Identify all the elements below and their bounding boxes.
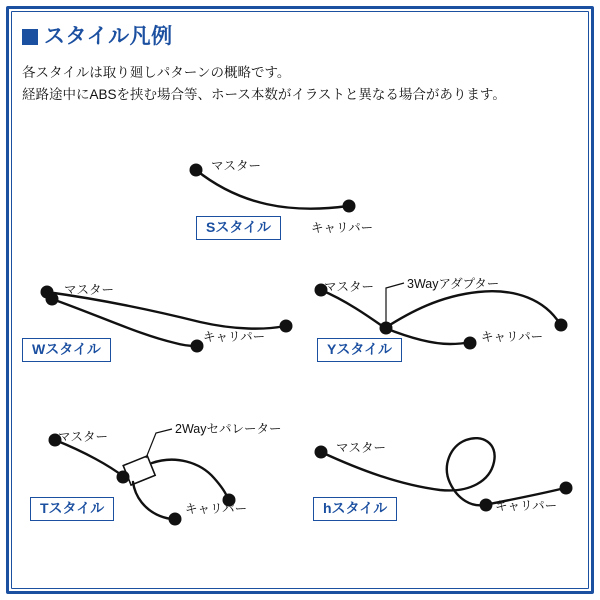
w-style-caliper-node-1 xyxy=(280,320,293,333)
y-style-adapter-node xyxy=(380,322,393,335)
y-style-hose-branch-upper xyxy=(385,291,560,328)
t-style-separator-leader xyxy=(146,429,172,458)
y-style-adapter-label: 3Wayアダプター xyxy=(407,277,500,291)
h-style-caliper-node-1 xyxy=(480,499,493,512)
w-style-caliper-label: キャリパー xyxy=(203,330,266,344)
y-style-caliper-node-2 xyxy=(464,337,477,350)
w-style-master-label: マスター xyxy=(64,283,115,297)
s-style-hose xyxy=(196,170,348,209)
t-style-junction-node xyxy=(117,471,130,484)
style-name-y: Yスタイル xyxy=(317,338,402,362)
y-style-master-label: マスター xyxy=(324,280,375,294)
s-style-caliper-node xyxy=(343,200,356,213)
h-style-caliper-node-2 xyxy=(560,482,573,495)
w-style-caliper-node-2 xyxy=(191,340,204,353)
s-style-caliper-label: キャリパー xyxy=(311,221,374,235)
page-title: スタイル凡例 xyxy=(44,25,173,48)
y-style-caliper-label: キャリパー xyxy=(481,330,544,344)
style-name-s: Sスタイル xyxy=(196,216,281,240)
style-name-t: Tスタイル xyxy=(30,497,114,521)
style-name-w: Wスタイル xyxy=(22,338,111,362)
t-style-hose-branch-right xyxy=(152,460,228,499)
t-style-caliper-node-2 xyxy=(169,513,182,526)
h-style-master-label: マスター xyxy=(336,441,387,455)
t-style-caliper-label: キャリパー xyxy=(185,502,248,516)
h-style-caliper-label: キャリパー xyxy=(495,499,558,513)
style-name-h: hスタイル xyxy=(313,497,397,521)
w-style-master-node-2 xyxy=(46,293,59,306)
y-style-caliper-node-1 xyxy=(555,319,568,332)
description-line-2: 経路途中にABSを挟む場合等、ホース本数がイラストと異なる場合があります。 xyxy=(22,87,506,102)
t-style-master-label: マスター xyxy=(58,430,109,444)
t-style-hose-branch-down xyxy=(133,482,174,519)
t-style-hose-main xyxy=(55,440,124,477)
h-style-master-node xyxy=(315,446,328,459)
y-style-hose-main xyxy=(321,290,385,328)
s-style-master-label: マスター xyxy=(211,159,262,173)
description-line-1: 各スタイルは取り廻しパターンの概略です。 xyxy=(22,65,291,80)
t-style-separator-label: 2Wayセパレーター xyxy=(175,422,282,436)
s-style-master-node xyxy=(190,164,203,177)
